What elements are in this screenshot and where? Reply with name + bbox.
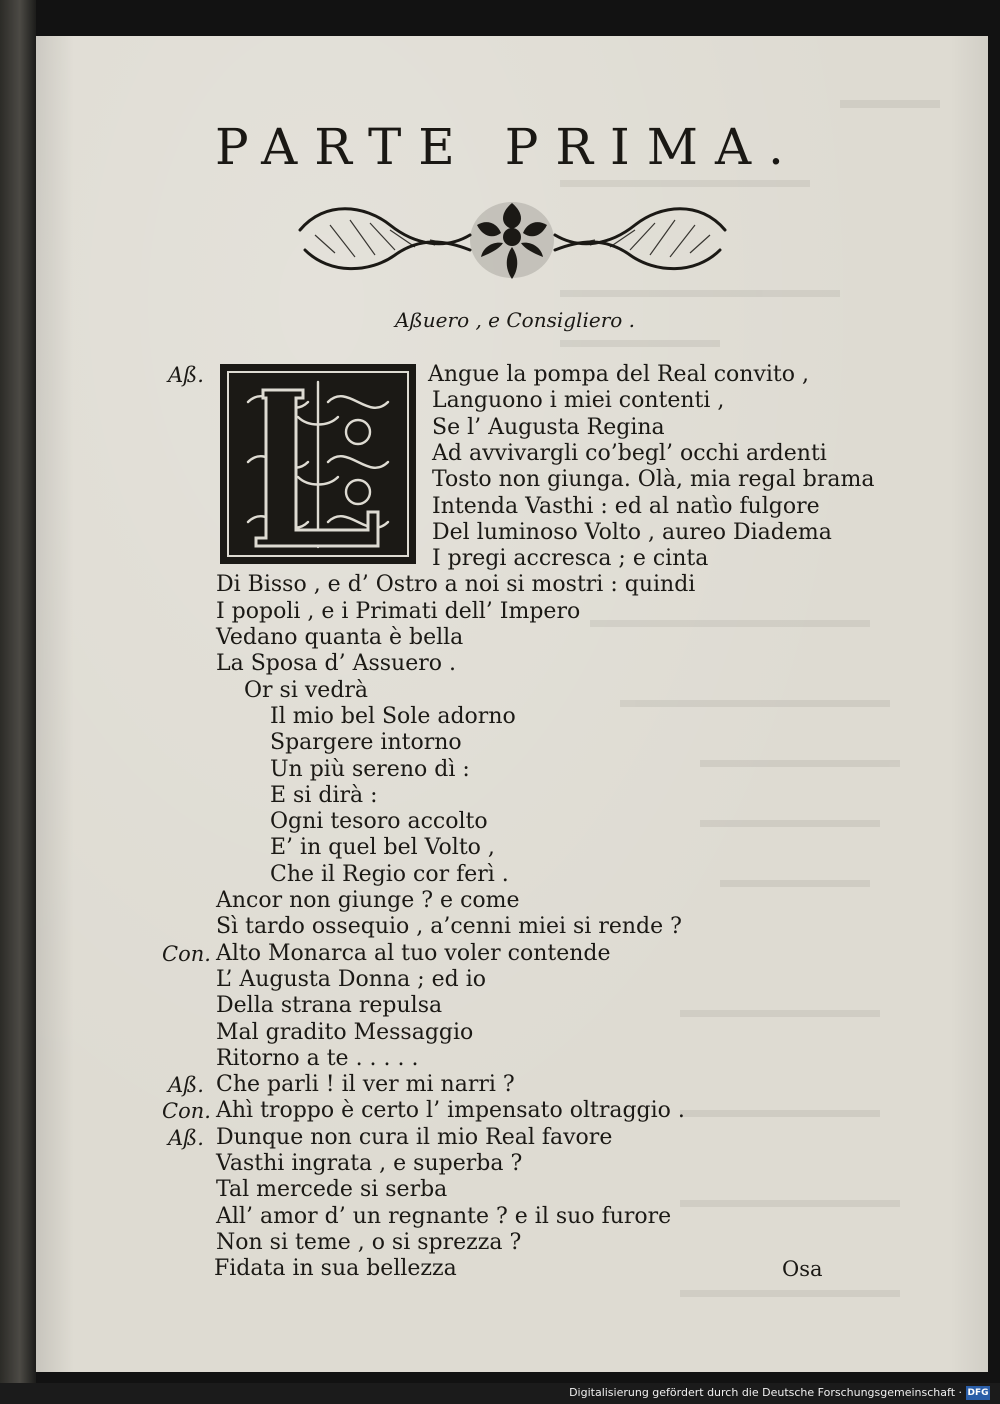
verse-line: Che parli ! il ver mi narri ? [216,1072,515,1097]
dfg-logo: DFG [967,1388,989,1398]
verse-line: Ad avvivargli co’begl’ occhi ardenti [432,441,827,466]
catchword: Osa [782,1257,823,1281]
verse-line: Del luminoso Volto , aureo Diadema [432,520,832,545]
page-heading: PARTE PRIMA. [215,118,801,176]
speaker-label: Con. [162,1099,211,1123]
verse-line: Alto Monarca al tuo voler contende [216,941,611,966]
scene-speakers: Aßuero , e Consigliero . [394,308,636,332]
verse-line: Intenda Vasthi : ed al natìo fulgore [432,494,820,519]
verse-line: Mal gradito Messaggio [216,1020,474,1045]
verse-line: Languono i miei contenti , [432,388,725,413]
verse-line: Tal mercede si serba [216,1177,448,1202]
verse-line: I popoli , e i Primati dell’ Impero [216,599,581,624]
book-cover-edge [0,0,36,1383]
verse-line: Fidata in sua bellezza [214,1256,457,1281]
speaker-label: Aß. [168,1126,204,1150]
verse-line: Che il Regio cor ferì . [270,862,509,887]
verse-line: E si dirà : [270,783,378,808]
verse-line: E’ in quel bel Volto , [270,835,495,860]
decorated-initial-L-icon [218,362,418,566]
speaker-label: Con. [162,942,211,966]
verse-line: La Sposa d’ Assuero . [216,651,456,676]
ribbon-fleuron-icon [295,195,730,285]
verse-line: Ritorno a te . . . . . [216,1046,419,1071]
verse-line: All’ amor d’ un regnante ? e il suo furore [216,1204,672,1229]
verse-line: Di Bisso , e d’ Ostro a noi si mostri : quindi [216,572,696,597]
verse-line: Vedano quanta è bella [216,625,464,650]
speaker-label: Aß. [168,363,204,387]
verse-line: Vasthi ingrata , e superba ? [216,1151,523,1176]
verse-line: L’ Augusta Donna ; ed io [216,967,486,992]
verse-line: Tosto non giunga. Olà, mia regal brama [432,467,875,492]
verse-line: Non si teme , o si sprezza ? [216,1230,522,1255]
verse-line: Ancor non giunge ? e come [216,888,520,913]
verse-line: Ahì troppo è certo l’ impensato oltraggio . [216,1098,685,1123]
verse-line: Il mio bel Sole adorno [270,704,516,729]
verse-line: I pregi accresca ; e cinta [432,546,709,571]
verse-line: Un più sereno dì : [270,757,470,782]
funding-notice: Digitalisierung gefördert durch die Deutsche Forschungsgemeinschaft · [569,1386,962,1399]
verse-line: Se l’ Augusta Regina [432,415,665,440]
verse-line: Della strana repulsa [216,993,443,1018]
footer-bar [0,1383,1000,1404]
verse-line: Spargere intorno [270,730,462,755]
verse-line: Or si vedrà [244,678,369,703]
verse-line: Ogni tesoro accolto [270,809,488,834]
verse-line: Dunque non cura il mio Real favore [216,1125,613,1150]
speaker-label: Aß. [168,1073,204,1097]
verse-line: Angue la pompa del Real convito , [428,362,809,387]
verse-line: Sì tardo ossequio , a’cenni miei si rende ? [216,914,682,939]
